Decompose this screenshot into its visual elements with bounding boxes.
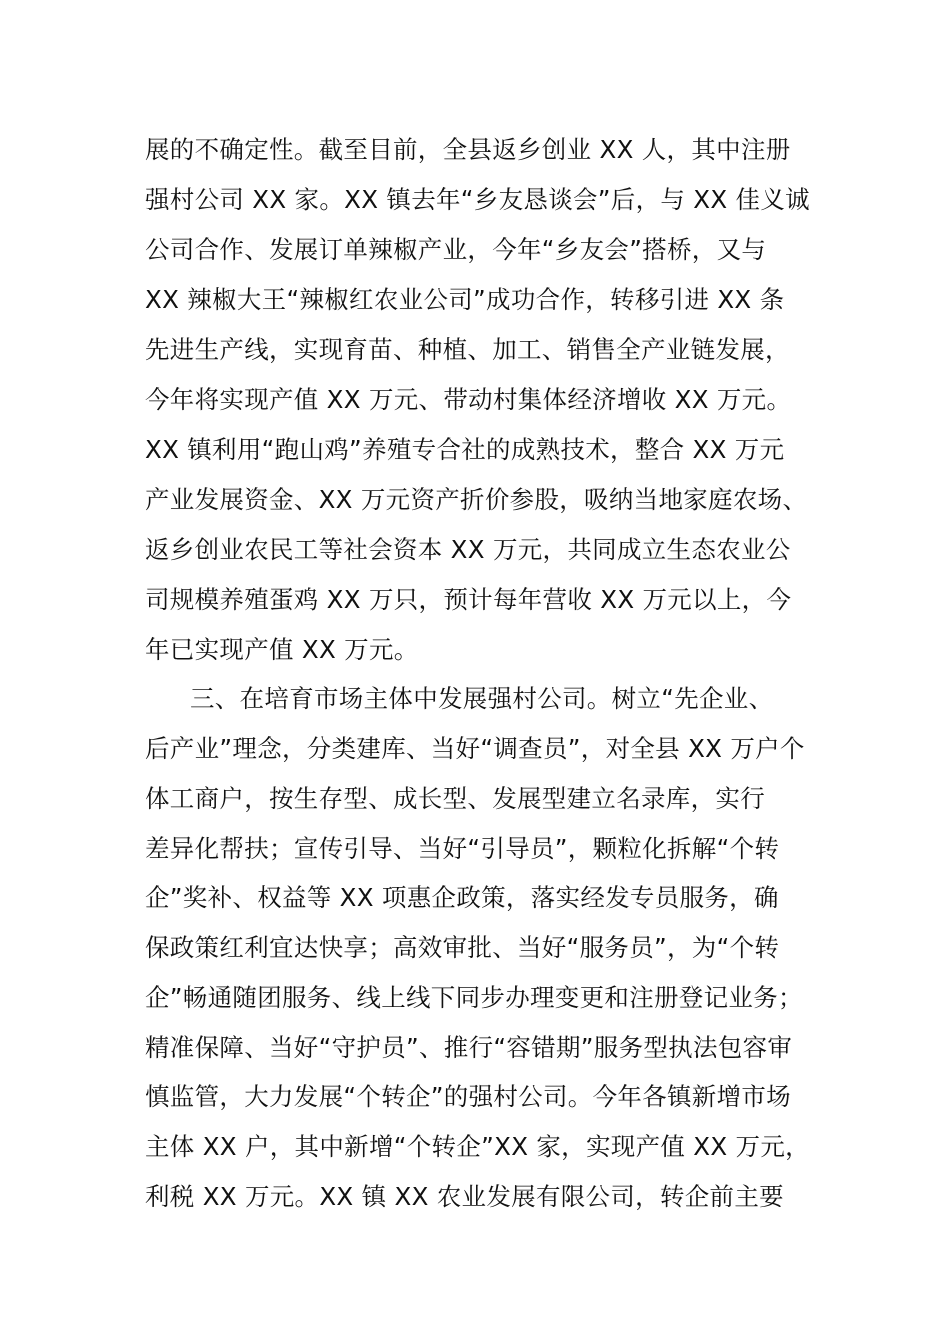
text-line: 产业发展资金、XX 万元资产折价参股，吸纳当地家庭农场、 — [145, 485, 808, 514]
text-line: 利税 XX 万元。XX 镇 XX 农业发展有限公司，转企前主要 — [145, 1182, 784, 1211]
text-line: 企”畅通随团服务、线上线下同步办理变更和注册登记业务； — [145, 983, 803, 1012]
text-line: 返乡创业农民工等社会资本 XX 万元，共同成立生态农业公 — [145, 535, 791, 564]
text-line: 司规模养殖蛋鸡 XX 万只，预计每年营收 XX 万元以上，今 — [145, 585, 792, 614]
text-line: 慎监管，大力发展“个转企”的强村公司。今年各镇新增市场 — [145, 1082, 791, 1111]
text-line: 公司合作、发展订单辣椒产业，今年“乡友会”搭桥，又与 — [145, 235, 767, 264]
text-line: 体工商户，按生存型、成长型、发展型建立名录库，实行 — [145, 784, 765, 813]
section-heading-line: 三、在培育市场主体中发展强村公司。树立“先企业、 — [190, 684, 774, 713]
text-line: 今年将实现产值 XX 万元、带动村集体经济增收 XX 万元。 — [145, 385, 792, 414]
text-line: 先进生产线，实现育苗、种植、加工、销售全产业链发展， — [145, 335, 790, 364]
text-line: 年已实现产值 XX 万元。 — [145, 635, 419, 664]
text-line: 强村公司 XX 家。XX 镇去年“乡友恳谈会”后，与 XX 佳义诚 — [145, 185, 810, 214]
text-line: 主体 XX 户，其中新增“个转企”XX 家，实现产值 XX 万元， — [145, 1132, 810, 1161]
text-line: 差异化帮扶；宣传引导、当好“引导员”，颗粒化拆解“个转 — [145, 834, 780, 863]
text-line: 精准保障、当好“守护员”、推行“容错期”服务型执法包容审 — [145, 1033, 793, 1062]
text-line: 保政策红利宜达快享；高效审批、当好“服务员”，为“个转 — [145, 933, 780, 962]
text-line: XX 辣椒大王“辣椒红农业公司”成功合作，转移引进 XX 条 — [145, 285, 785, 314]
text-line: 展的不确定性。截至目前，全县返乡创业 XX 人，其中注册 — [145, 135, 791, 164]
text-line: 企”奖补、权益等 XX 项惠企政策，落实经发专员服务，确 — [145, 883, 779, 912]
text-line: 后产业”理念，分类建库、当好“调查员”，对全县 XX 万户个 — [145, 734, 805, 763]
text-line: XX 镇利用“跑山鸡”养殖专合社的成熟技术，整合 XX 万元 — [145, 435, 785, 464]
